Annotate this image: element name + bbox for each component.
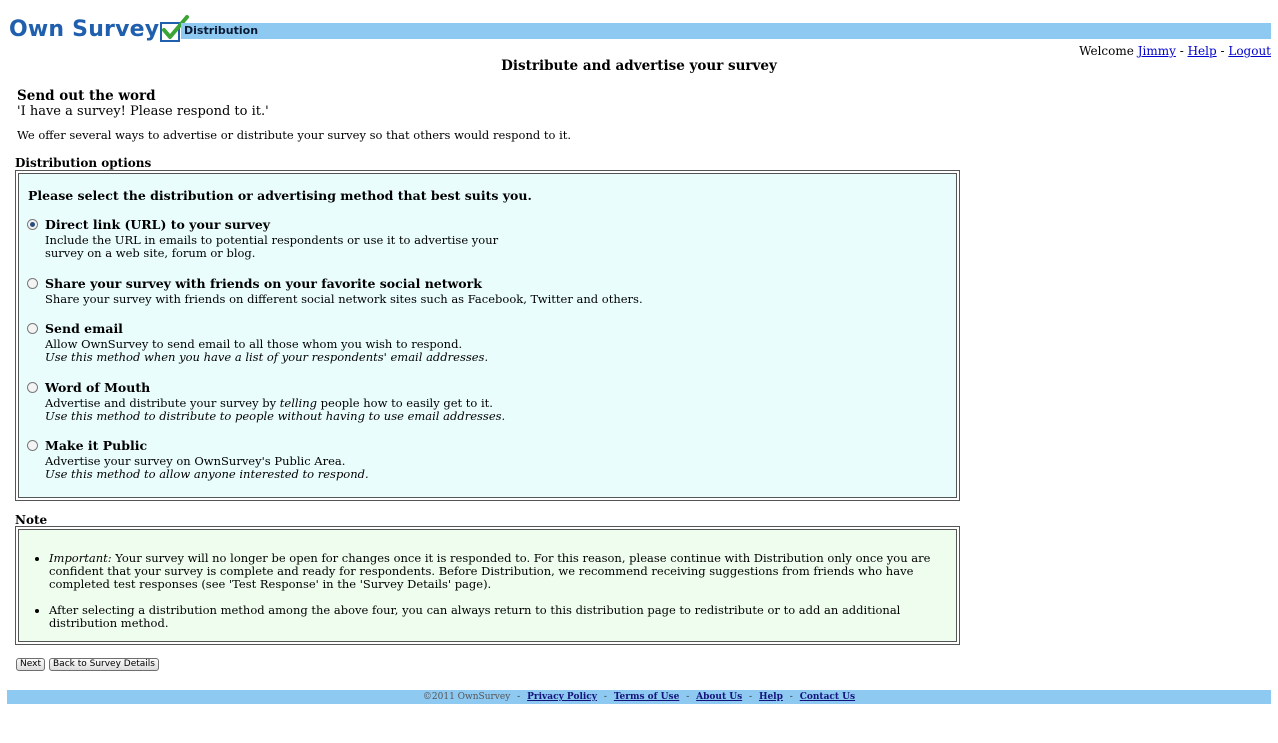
distribution-options-panel	[15, 170, 960, 501]
option-description	[45, 293, 643, 306]
intro-text: We offer several ways to advertise or distribute your survey so that others would respond to it.	[17, 128, 572, 142]
footer-separator: -	[749, 692, 753, 702]
nav-separator: -	[1175, 44, 1188, 58]
description-hint: Use this method to distribute to people without having to use email addresses.	[45, 409, 506, 423]
copyright: ©2011 OwnSurvey	[422, 692, 511, 702]
description-line: Allow OwnSurvey to send email to all those whom you wish to respond.	[45, 337, 463, 351]
about-us-link[interactable]: About Us	[696, 692, 743, 702]
logout-link[interactable]: Logout	[1228, 44, 1271, 58]
radio-word-of-mouth[interactable]	[27, 382, 38, 393]
description-text: Advertise and distribute your survey by	[45, 396, 280, 410]
note-item	[49, 552, 959, 591]
option-title: Share your survey with friends on your favorite social network	[45, 276, 482, 291]
description-line: survey on a web site, forum or blog.	[45, 246, 256, 260]
option-title: Word of Mouth	[45, 380, 151, 395]
intro-heading: Send out the word	[17, 88, 156, 104]
radio-send-email[interactable]	[27, 323, 38, 334]
note-list	[29, 552, 959, 643]
distribution-options-label: Distribution options	[15, 156, 152, 170]
page-title: Distribute and advertise your survey	[501, 58, 777, 74]
option-title: Direct link (URL) to your survey	[45, 217, 270, 232]
section-bar	[181, 23, 1271, 39]
distribution-prompt: Please select the distribution or advertising method that best suits you.	[28, 188, 532, 203]
description-emphasis: telling	[279, 396, 317, 410]
user-nav	[1079, 44, 1271, 58]
description-hint: Use this method when you have a list of your respondents' email addresses.	[45, 350, 489, 364]
terms-of-use-link[interactable]: Terms of Use	[613, 692, 680, 702]
logo[interactable]	[9, 13, 190, 43]
radio-direct-link[interactable]	[27, 219, 38, 230]
footer-help-link[interactable]: Help	[758, 692, 783, 702]
footer-separator: -	[686, 692, 690, 702]
footer	[7, 690, 1271, 704]
help-link[interactable]: Help	[1187, 44, 1217, 58]
note-emphasis: Important:	[49, 551, 112, 565]
footer-separator: -	[789, 692, 793, 702]
back-to-survey-details-button[interactable]: Back to Survey Details	[49, 658, 159, 671]
option-title: Send email	[45, 321, 123, 336]
description-hint: Use this method to allow anyone interested to respond.	[45, 467, 369, 481]
note-label: Note	[15, 513, 48, 527]
note-text: Your survey will no longer be open for changes once it is responded to. For this reason, please continue with Distribution only once you are confident that your survey is complete and ready for respondents. Before Distribution, we recommend receiving suggestions from friends who have completed test responses (see 'Test Response' in the 'Survey Details' page).	[49, 551, 931, 591]
note-item	[49, 604, 959, 630]
option-title: Make it Public	[45, 438, 148, 453]
radio-make-public[interactable]	[27, 440, 38, 451]
description-text: people how to easily get to it.	[317, 396, 493, 410]
option-description	[45, 338, 488, 364]
description-line: Share your survey with friends on different social network sites such as Facebook, Twitter and others.	[45, 292, 643, 306]
privacy-policy-link[interactable]: Privacy Policy	[527, 692, 598, 702]
section-label: Distribution	[184, 24, 259, 37]
note-panel	[15, 526, 960, 645]
next-button[interactable]: Next	[16, 658, 45, 671]
option-description	[45, 455, 369, 481]
welcome-text: Welcome	[1079, 44, 1138, 58]
intro-quote: 'I have a survey! Please respond to it.'	[17, 104, 269, 119]
user-name-link[interactable]: Jimmy	[1137, 44, 1176, 58]
logo-text: Own Survey	[9, 17, 160, 42]
note-text: After selecting a distribution method among the above four, you can always return to this distribution page to redistribute or to add an additional distribution method.	[49, 603, 901, 630]
description-line: Advertise your survey on OwnSurvey's Public Area.	[45, 454, 346, 468]
footer-separator: -	[517, 692, 521, 702]
option-description	[45, 397, 505, 423]
radio-social-network[interactable]	[27, 278, 38, 289]
footer-separator: -	[603, 692, 607, 702]
option-description	[45, 234, 498, 260]
nav-separator: -	[1216, 44, 1229, 58]
contact-us-link[interactable]: Contact Us	[799, 692, 856, 702]
description-line: Include the URL in emails to potential respondents or use it to advertise your	[45, 233, 499, 247]
